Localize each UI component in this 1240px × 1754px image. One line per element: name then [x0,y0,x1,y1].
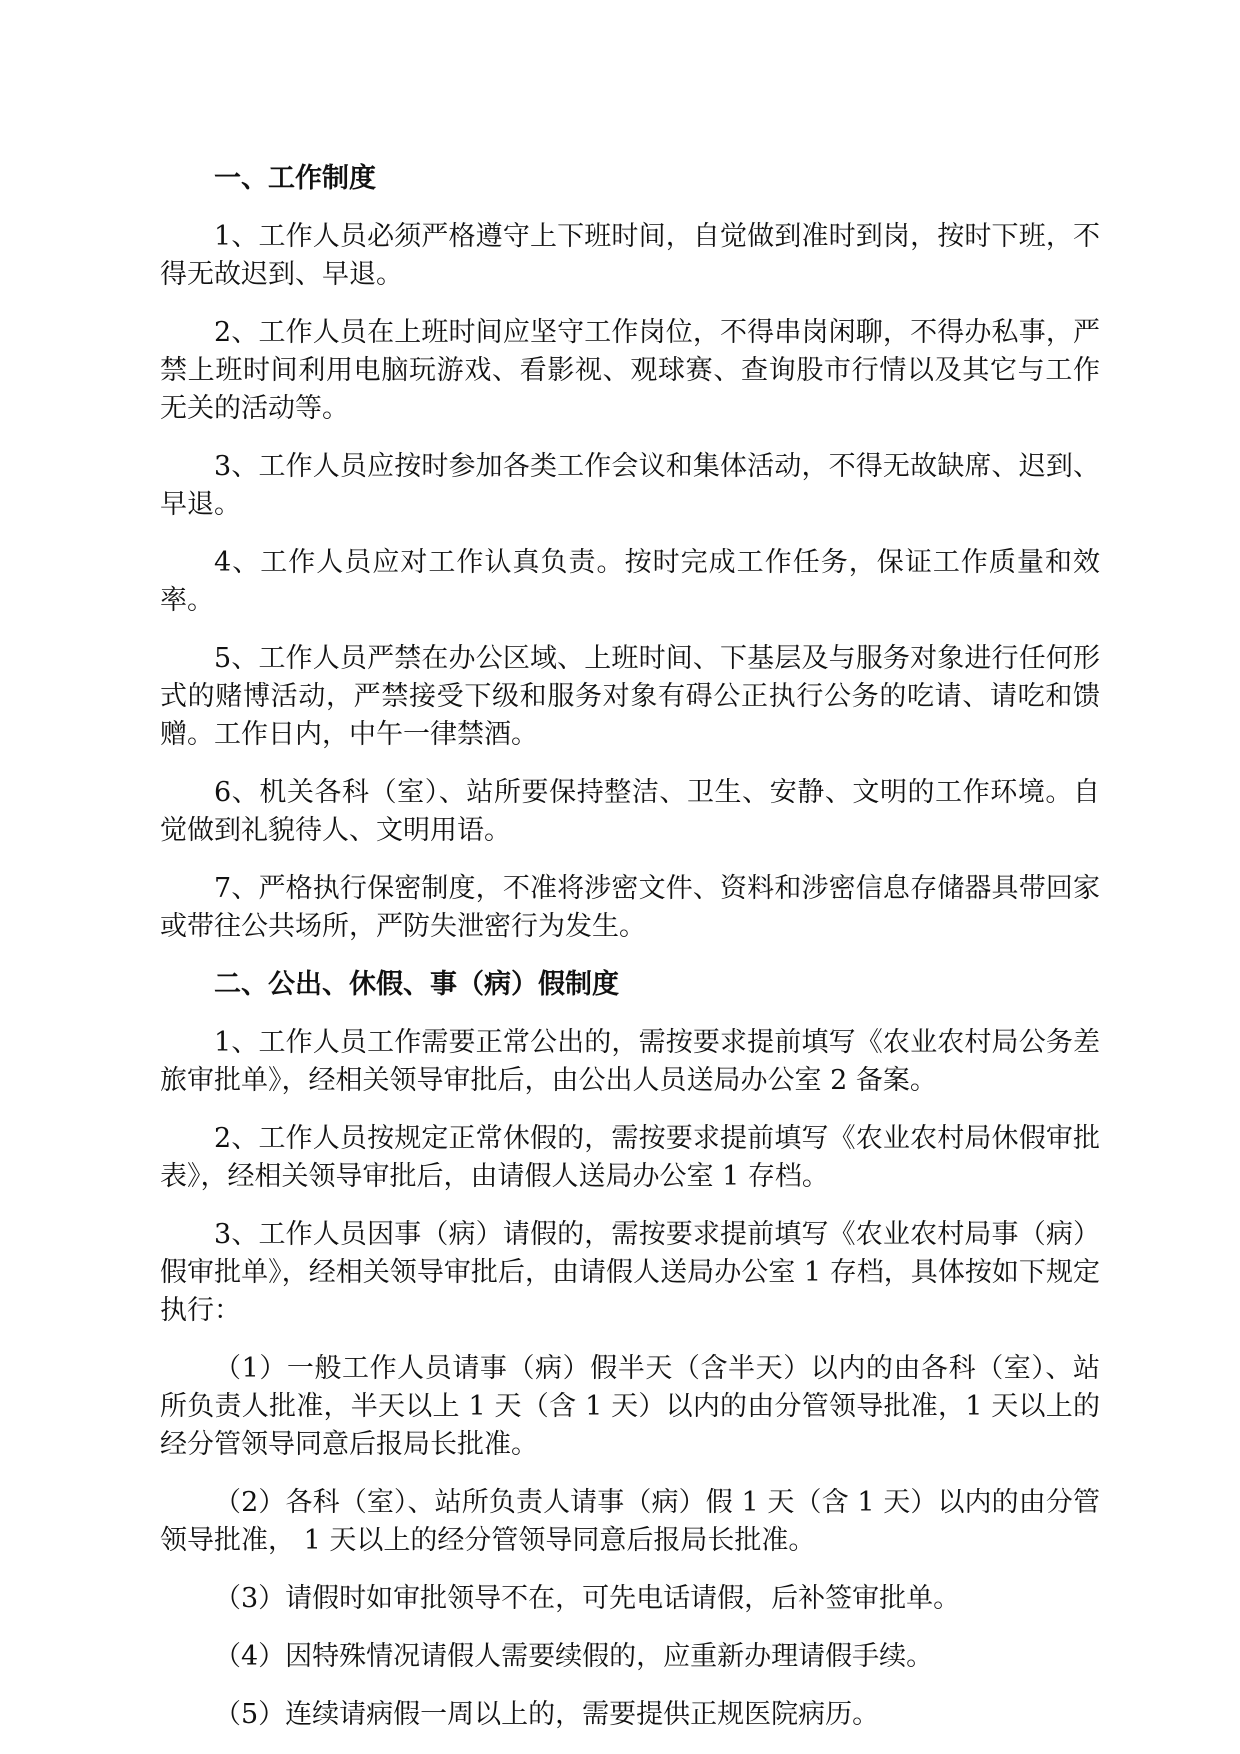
work-rule-7: 7、严格执行保密制度，不准将涉密文件、资料和涉密信息存储器具带回家或带往公共场所，严防失泄密行为发生。 [160,873,1100,942]
work-rule-5: 5、工作人员严禁在办公区域、上班时间、下基层及与服务对象进行任何形式的赌博活动，严禁接受下级和服务对象有碍公正执行公务的吃请、请吃和馈赠。工作日内，中午一律禁酒。 [160,643,1100,750]
work-rule-6: 6、机关各科（室）、站所要保持整洁、卫生、安静、文明的工作环境。自觉做到礼貌待人、文明用语。 [160,777,1100,846]
section-heading-leave-rules: 二、公出、休假、事（病）假制度 [214,969,619,1000]
leave-rule-3-item-5: （5）连续请病假一周以上的，需要提供正规医院病历。 [214,1699,880,1730]
work-rule-4: 4、工作人员应对工作认真负责。按时完成工作任务，保证工作质量和效率。 [160,547,1100,616]
work-rule-2: 2、工作人员在上班时间应坚守工作岗位，不得串岗闲聊，不得办私事，严禁上班时间利用电脑玩游戏、看影视、观球赛、查询股市行情以及其它与工作无关的活动等。 [160,317,1100,424]
leave-rule-3-item-4: （4）因特殊情况请假人需要续假的，应重新办理请假手续。 [214,1641,934,1672]
leave-rule-3-item-3: （3）请假时如审批领导不在，可先电话请假，后补签审批单。 [214,1583,961,1614]
document-page [160,160,1100,1754]
leave-rule-3: 3、工作人员因事（病）请假的，需按要求提前填写《农业农村局事（病）假审批单》，经相关领导审批后，由请假人送局办公室 1 存档，具体按如下规定执行： [160,1219,1100,1326]
work-rule-3: 3、工作人员应按时参加各类工作会议和集体活动，不得无故缺席、迟到、早退。 [160,451,1100,520]
leave-rule-3-item-2: （2）各科（室）、站所负责人请事（病）假 1 天（含 1 天）以内的由分管领导批准， 1 天以上的经分管领导同意后报局长批准。 [160,1487,1100,1556]
work-rule-1: 1、工作人员必须严格遵守上下班时间，自觉做到准时到岗，按时下班，不得无故迟到、早退。 [160,221,1100,290]
leave-rule-1: 1、工作人员工作需要正常公出的，需按要求提前填写《农业农村局公务差旅审批单》，经相关领导审批后，由公出人员送局办公室 2 备案。 [160,1027,1100,1096]
leave-rule-2: 2、工作人员按规定正常休假的，需按要求提前填写《农业农村局休假审批表》，经相关领导审批后，由请假人送局办公室 1 存档。 [160,1123,1100,1192]
leave-rule-3-item-1: （1）一般工作人员请事（病）假半天（含半天）以内的由各科（室）、站所负责人批准，半天以上 1 天（含 1 天）以内的由分管领导批准，1 天以上的经分管领导同意后报局长批准。 [160,1353,1100,1460]
section-heading-work-rules: 一、工作制度 [214,163,376,194]
